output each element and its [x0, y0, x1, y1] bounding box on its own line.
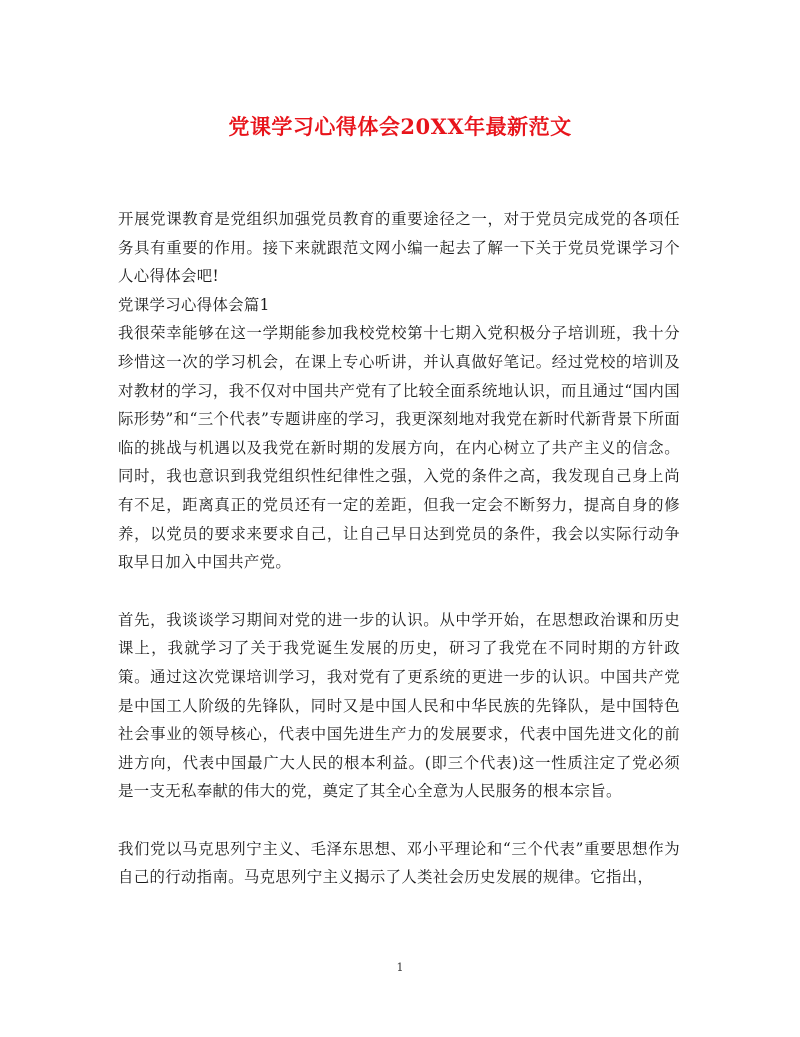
document-title: 党课学习心得体会20XX年最新范文	[228, 114, 572, 139]
section-heading: 党课学习心得体会篇1	[118, 295, 270, 314]
body-paragraph: 首先，我谈谈学习期间对党的进一步的认识。从中学开始，在思想政治课和历史课上，我就学习了关于我党诞生发展的历史，研习了我党在不同时期的方针政策。通过这次党课培训学习，我对党有了更系统的更进一步的认识。中国共产党是中国工人阶级的先锋队，同时又是中国人民和中华民族的先锋队，是中国特色社会事业的领导核心，代表中国先进生产力的发展要求，代表中国先进文化的前进方向，代表中国最广大人民的根本利益。(即三个代表)这一性质注定了党必须是一支无私奉献的伟大的党，奠定了其全心全意为人民服务的根本宗旨。	[118, 610, 680, 801]
intro-paragraph: 开展党课教育是党组织加强党员教育的重要途径之一，对于党员完成党的各项任务具有重要的作用。接下来就跟范文网小编一起去了解一下关于党员党课学习个人心得体会吧!	[118, 210, 680, 286]
page-number: 1	[396, 961, 404, 974]
body-paragraph: 我很荣幸能够在这一学期能参加我校党校第十七期入党积极分子培训班，我十分珍惜这一次的学习机会，在课上专心听讲，并认真做好笔记。经过党校的培训及对教材的学习，我不仅对中国共产党有了比较全面系统地认识，而且通过“国内国际形势”和“三个代表”专题讲座的学习，我更深刻地对我党在新时代新背景下所面临的挑战与机遇以及我党在新时期的发展方向，在内心树立了共产主义的信念。同时，我也意识到我党组织性纪律性之强，入党的条件之高，我发现自己身上尚有不足，距离真正的党员还有一定的差距，但我一定会不断努力，提高自身的修养，以党员的要求来要求自己，让自己早日达到党员的条件，我会以实际行动争取早日加入中国共产党。	[118, 324, 680, 572]
document-body	[118, 205, 680, 892]
body-paragraph: 我们党以马克思列宁主义、毛泽东思想、邓小平理论和“三个代表”重要思想作为自己的行动指南。马克思列宁主义揭示了人类社会历史发展的规律。它指出，	[118, 839, 680, 887]
